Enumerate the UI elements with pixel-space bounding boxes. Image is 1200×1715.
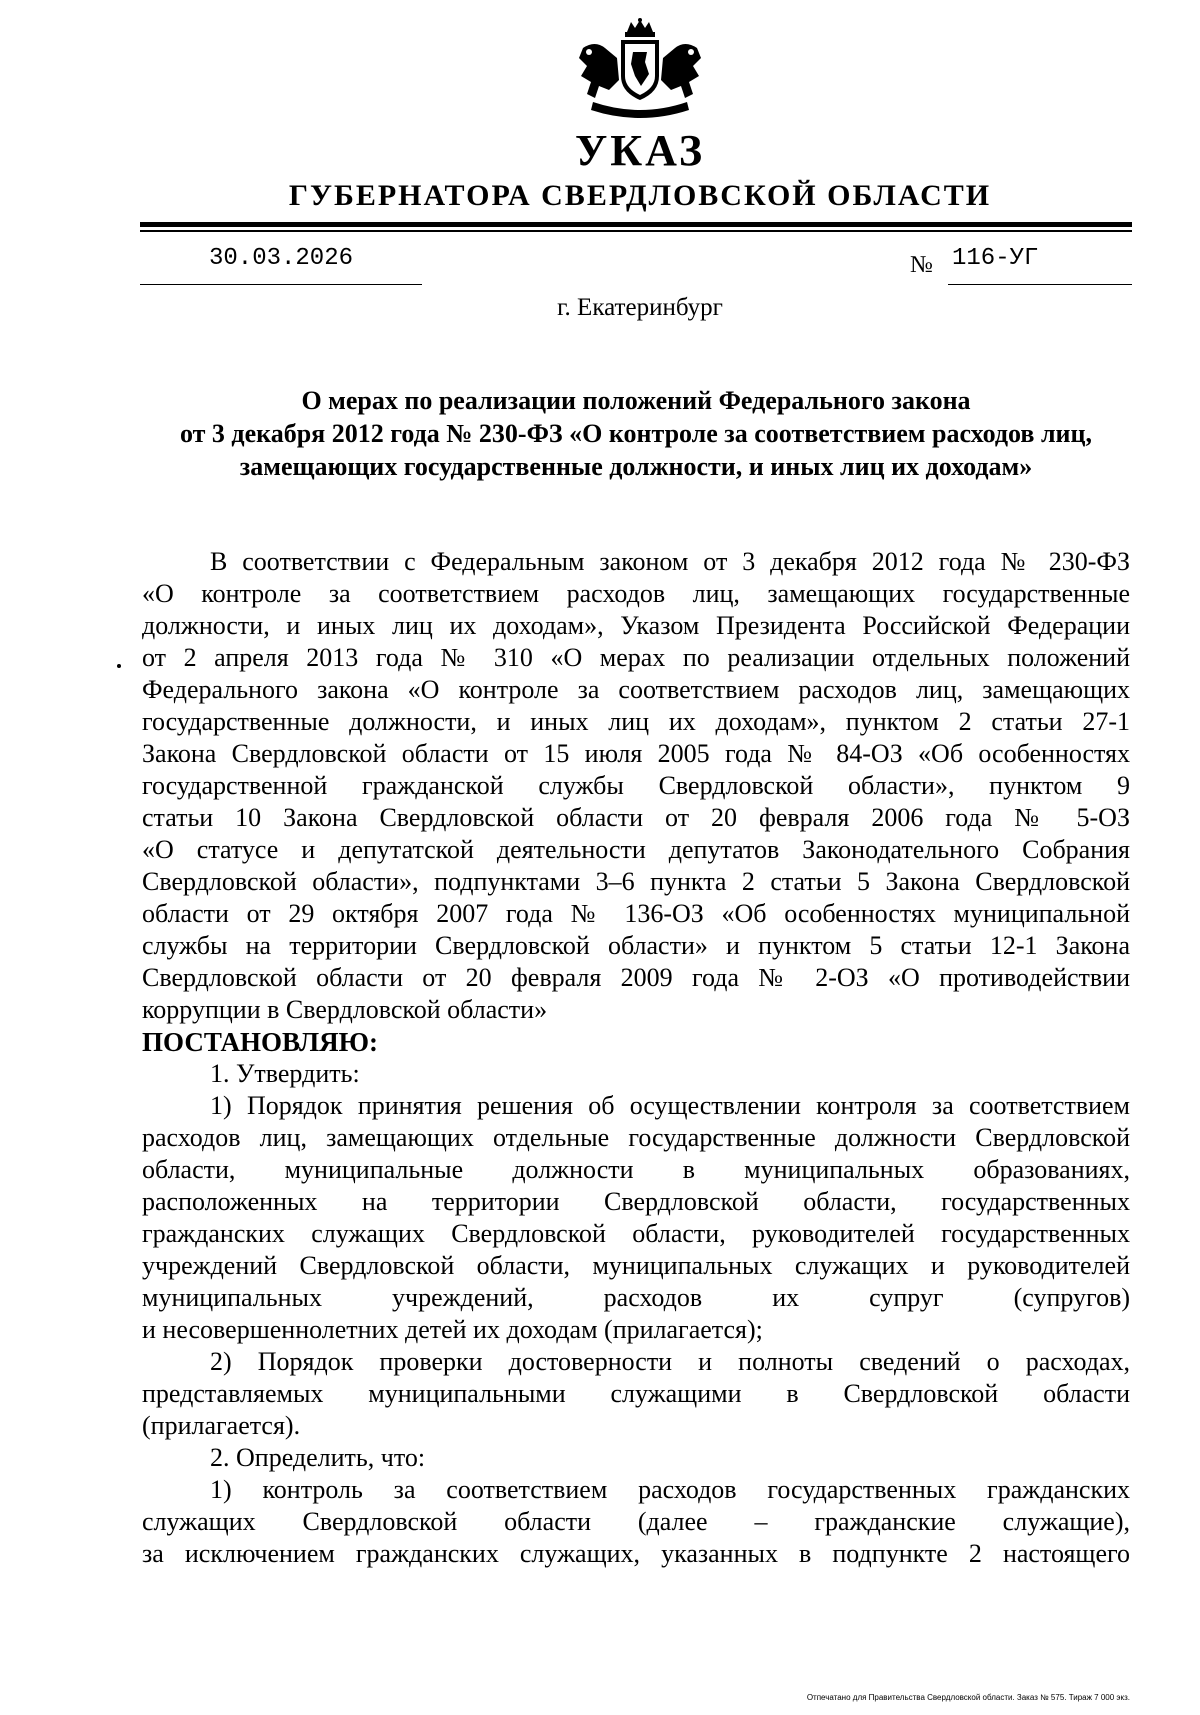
header-rule-thin [140,230,1132,232]
body-line: государственные должности, и иных лиц их доходам», пунктом 2 статьи 27-1 [142,707,1130,736]
margin-dot [117,664,121,668]
decree-keyword: ПОСТАНОВЛЯЮ: [142,1027,378,1057]
body-line: за исключением гражданских служащих, указанных в подпункте 2 настоящего [142,1539,1130,1568]
header-rule-thick [140,222,1132,227]
body-line: Федерального закона «О контроле за соответствием расходов лиц, замещающих [142,675,1130,704]
body-line: должности, и иных лиц их доходам», Указом Президента Российской Федерации [142,611,1130,640]
body-line: В соответствии с Федеральным законом от 3 декабря 2012 года № 230-ФЗ [210,547,1130,576]
body-line: 2) Порядок проверки достоверности и полноты сведений о расходах, [210,1347,1130,1376]
body-line: расходов лиц, замещающих отдельные государственные должности Свердловской [142,1123,1130,1152]
body-line: службы на территории Свердловской области» и пунктом 5 статьи 12-1 Закона [142,931,1130,960]
body-line: области, муниципальные должности в муниципальных образованиях, [142,1155,1130,1184]
heading-line: О мерах по реализации положений Федерального закона [301,386,971,415]
body-line: 2. Определить, что: [210,1443,426,1472]
body-line: государственной гражданской службы Свердловской области», пунктом 9 [142,771,1130,800]
body-line: 1) контроль за соответствием расходов государственных гражданских [210,1475,1130,1504]
body-line: 1) Порядок принятия решения об осуществлении контроля за соответствием [210,1091,1130,1120]
date-underline [140,284,422,285]
number-underline [948,284,1132,285]
body-line: «О статусе и депутатской деятельности депутатов Законодательного Собрания [142,835,1130,864]
body-line: области от 29 октября 2007 года № 136-ОЗ «Об особенностях муниципальной [142,899,1130,928]
body-line: расположенных на территории Свердловской области, государственных [142,1187,1130,1216]
print-footer: Отпечатано для Правительства Свердловской области. Заказ № 575. Тираж 7 000 экз. [806,1693,1130,1702]
body-line: и несовершеннолетних детей их доходам (прилагается); [142,1315,763,1344]
body-line: учреждений Свердловской области, муниципальных служащих и руководителей [142,1251,1130,1280]
body-line: представляемых муниципальными служащими в Свердловской области [142,1379,1130,1408]
body-line: статьи 10 Закона Свердловской области от 20 февраля 2006 года № 5-ОЗ [142,803,1130,832]
heading-line: от 3 декабря 2012 года № 230-ФЗ «О контроле за соответствием расходов лиц, [180,419,1092,448]
body-line: муниципальных учреждений, расходов их супруг (супругов) [142,1283,1130,1312]
document-title: УКАЗ [574,126,706,175]
body-line: служащих Свердловской области (далее – гражданские служащие), [142,1507,1130,1536]
body-line: коррупции в Свердловской области» [142,995,548,1024]
number-label: № [910,252,933,278]
body-line: «О контроле за соответствием расходов лиц, замещающих государственные [142,579,1130,608]
document-city: г. Екатеринбург [557,294,723,321]
body-line: (прилагается). [142,1411,301,1440]
body-line: 1. Утвердить: [210,1059,360,1088]
document-heading [140,384,1132,483]
coat-of-arms-icon [565,18,715,124]
document-subtitle: ГУБЕРНАТОРА СВЕРДЛОВСКОЙ ОБЛАСТИ [288,179,992,212]
document-body [142,546,1130,1570]
body-line: гражданских служащих Свердловской области, руководителей государственных [142,1219,1130,1248]
body-line: Свердловской области от 20 февраля 2009 года № 2-ОЗ «О противодействии [142,963,1130,992]
body-line: Свердловской области», подпунктами 3–6 пункта 2 статьи 5 Закона Свердловской [142,867,1130,896]
document-date: 30.03.2026 [208,245,354,272]
document-number: 116-УГ [952,245,1039,272]
body-line: от 2 апреля 2013 года № 310 «О мерах по реализации отдельных положений [142,643,1130,672]
heading-line: замещающих государственные должности, и иных лиц их доходам» [239,452,1033,481]
body-line: Закона Свердловской области от 15 июля 2005 года № 84-ОЗ «Об особенностях [142,739,1130,768]
